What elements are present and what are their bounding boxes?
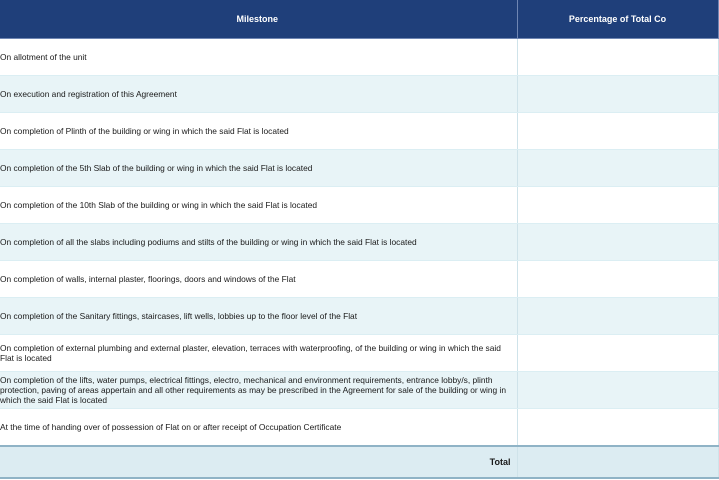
percentage-cell[interactable]: [517, 261, 718, 298]
table-row: [0, 150, 718, 187]
percentage-cell[interactable]: [517, 187, 718, 224]
milestone-cell[interactable]: On completion of Plinth of the building or wing in which the said Flat is located: [0, 113, 517, 150]
milestone-cell[interactable]: On completion of the 5th Slab of the building or wing in which the said Flat is located: [0, 150, 517, 187]
table-row: [0, 76, 718, 113]
percentage-cell[interactable]: [517, 335, 718, 372]
table-row: [0, 39, 718, 76]
table-row: [0, 335, 718, 372]
percentage-cell[interactable]: [517, 76, 718, 113]
milestone-cell[interactable]: On allotment of the unit: [0, 39, 517, 76]
total-label: Total: [0, 446, 517, 478]
percentage-cell[interactable]: [517, 150, 718, 187]
percentage-cell[interactable]: [517, 372, 718, 409]
total-row: [0, 446, 718, 478]
milestone-header: Milestone: [0, 0, 517, 39]
milestone-cell[interactable]: On completion of the 10th Slab of the building or wing in which the said Flat is located: [0, 187, 517, 224]
table-row: [0, 224, 718, 261]
table-row: [0, 261, 718, 298]
percentage-cell[interactable]: [517, 39, 718, 76]
header-row: [0, 0, 718, 39]
percentage-header: Percentage of Total Co: [517, 0, 718, 39]
table-row: [0, 298, 718, 335]
table-row: [0, 187, 718, 224]
percentage-cell[interactable]: [517, 409, 718, 446]
milestone-cell[interactable]: On completion of the Sanitary fittings, staircases, lift wells, lobbies up to the floor level of the Flat: [0, 298, 517, 335]
milestone-cell[interactable]: On completion of walls, internal plaster, floorings, doors and windows of the Flat: [0, 261, 517, 298]
milestone-cell[interactable]: At the time of handing over of possession of Flat on or after receipt of Occupation Certificate: [0, 409, 517, 446]
table-row: [0, 372, 718, 409]
percentage-cell[interactable]: [517, 113, 718, 150]
milestone-cell[interactable]: On completion of all the slabs including podiums and stilts of the building or wing in which the said Flat is located: [0, 224, 517, 261]
percentage-cell[interactable]: [517, 224, 718, 261]
table-row: [0, 409, 718, 446]
percentage-cell[interactable]: [517, 298, 718, 335]
milestone-cell[interactable]: On execution and registration of this Agreement: [0, 76, 517, 113]
total-value-cell[interactable]: [517, 446, 718, 478]
table-row: [0, 113, 718, 150]
milestone-cell[interactable]: On completion of the lifts, water pumps, electrical fittings, electro, mechanical and environment requirements, entrance lobby/s, plinth protection, paving of areas appertain and all other requirements as may be prescribed in the Agreement for sale of the building or wing in which the said Flat is located: [0, 372, 517, 409]
milestone-cell[interactable]: On completion of external plumbing and external plaster, elevation, terraces with waterproofing, of the building or wing in which the said Flat is located: [0, 335, 517, 372]
